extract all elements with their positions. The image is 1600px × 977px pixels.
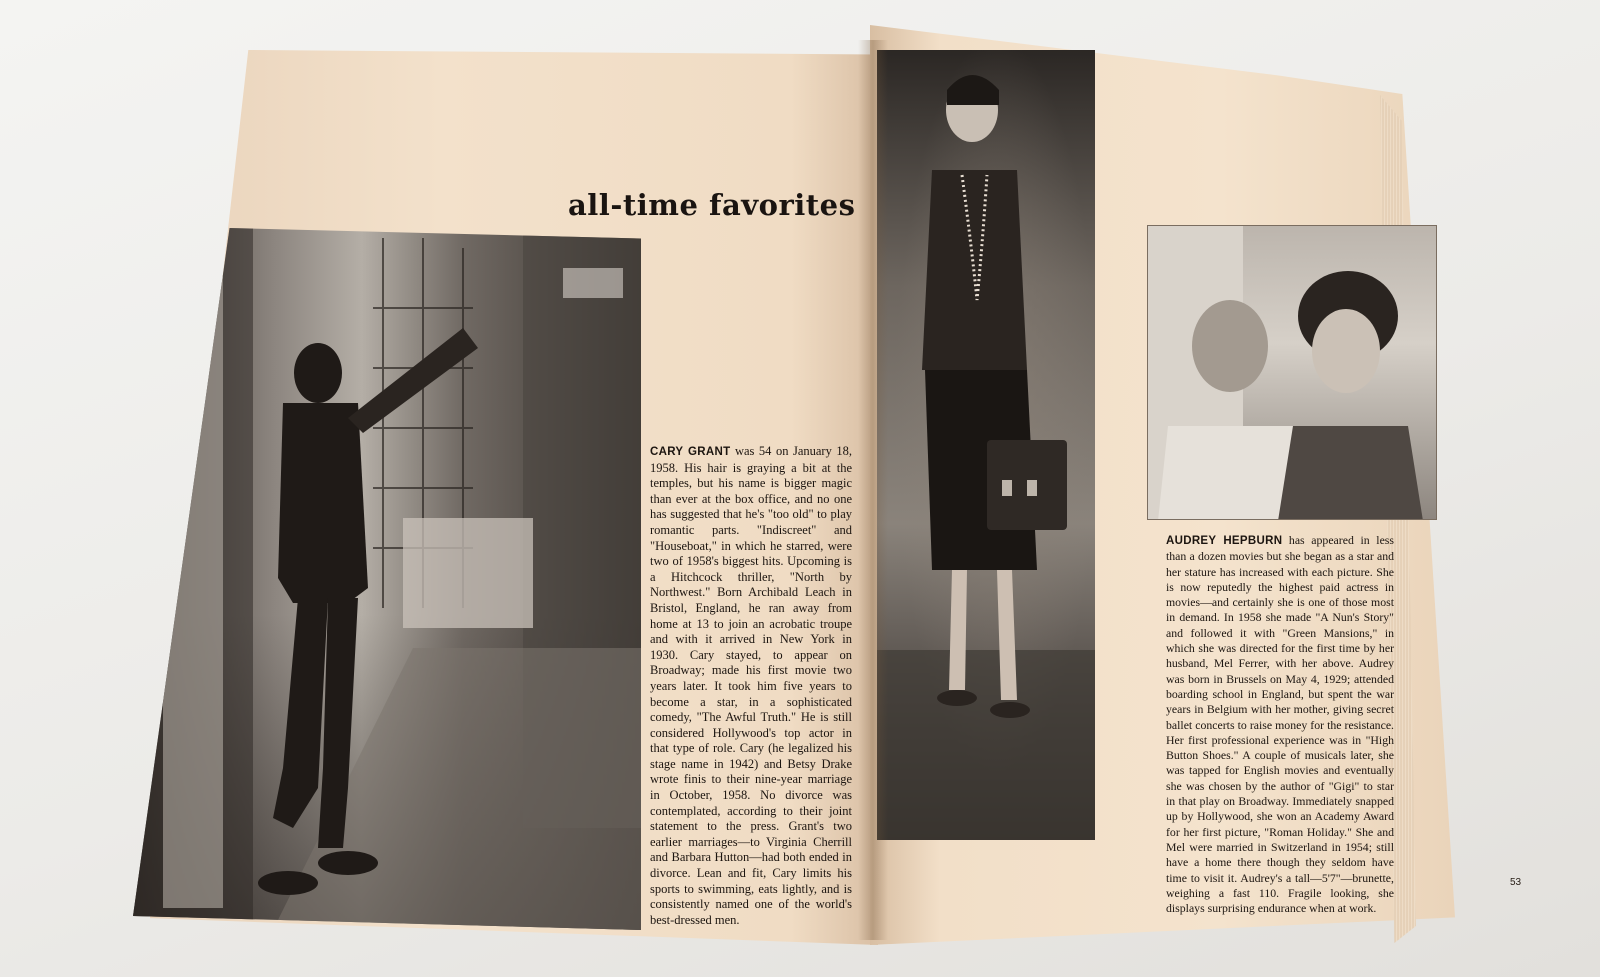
audrey-hepburn-body: has appeared in less than a dozen movies but she began as a star and her stature has increased with each picture. She is now reputedly the highest paid actress in movies—and certainly she is one of those most in demand. In 1958 she made "A Nun's Story" and followed it with "Green Mansions," in which she was directed for the first time by her husband, Mel Ferrer, with her above. Audrey was born in Brussels on May 4, 1929; attended boarding school in England, but spent the war years in Belgium with her mother, giving secret ballet concerts to raise money for the resistance. Her first professional experience was in "High Button Shoes." A couple of musicals later, she was tapped for English movies and eventually she was chosen by the author of "Gigi" to star in that play on Broadway. Immediately snapped up by Hollywood, she won an Academy Award for her first picture, "Roman Holiday." She and Mel were married in Switzerland in 1954; still have a home there though they seldom have time to visit it. Audrey's a tall—5'7"—brunette, weighing a fast 110. Fragile looking, she displays surprising endurance when at work. [1166,533,1394,916]
spine-shadow [858,40,888,940]
hepburn-ferrer-photo-illustration [1148,226,1437,520]
cary-grant-name: CARY GRANT [650,446,731,458]
audrey-hepburn-photo [877,50,1095,840]
cary-grant-body: was 54 on January 18, 1958. His hair is graying a bit at the temples, but his name is bigger magic than ever at the box office, and no one has suggested that he's "too old" to play romantic parts. "Indiscreet" and "Houseboat," in which he starred, were two of 1958's biggest hits. Upcoming is a Hitchcock thriller, "North by Northwest." Born Archibald Leach in Bristol, England, he ran away from home at 13 to join an acrobatic troupe and with it arrived in New York in 1930. Cary stayed, to appear on Broadway; made his first movie two years later. It took him five years to become a star, in a sophisticated comedy, "The Awful Truth." He is still considered Hollywood's top actor in that type of role. Cary (he legalized his stage name in 1942) and Betsy Drake wrote finis to their nine-year marriage in October, 1958. No divorce was contemplated, according to their joint statement to the press. Grant's two earlier marriages—to Virginia Cherrill and Barbara Hutton—had both ended in divorce. Lean and fit, Cary limits his sports to swimming, eats lightly, and is consistently named one of the world's best-dressed men. [650,444,852,927]
hepburn-ferrer-photo [1147,225,1437,520]
page-number: 53 [1510,877,1522,888]
audrey-hepburn-name: AUDREY HEPBURN [1166,535,1283,547]
headline: all-time favorites [568,188,856,222]
cary-grant-article [650,444,852,928]
cary-grant-photo-illustration [133,228,641,930]
audrey-hepburn-article [1166,533,1394,916]
cary-grant-photo [133,228,641,930]
audrey-hepburn-photo-illustration [877,50,1095,840]
